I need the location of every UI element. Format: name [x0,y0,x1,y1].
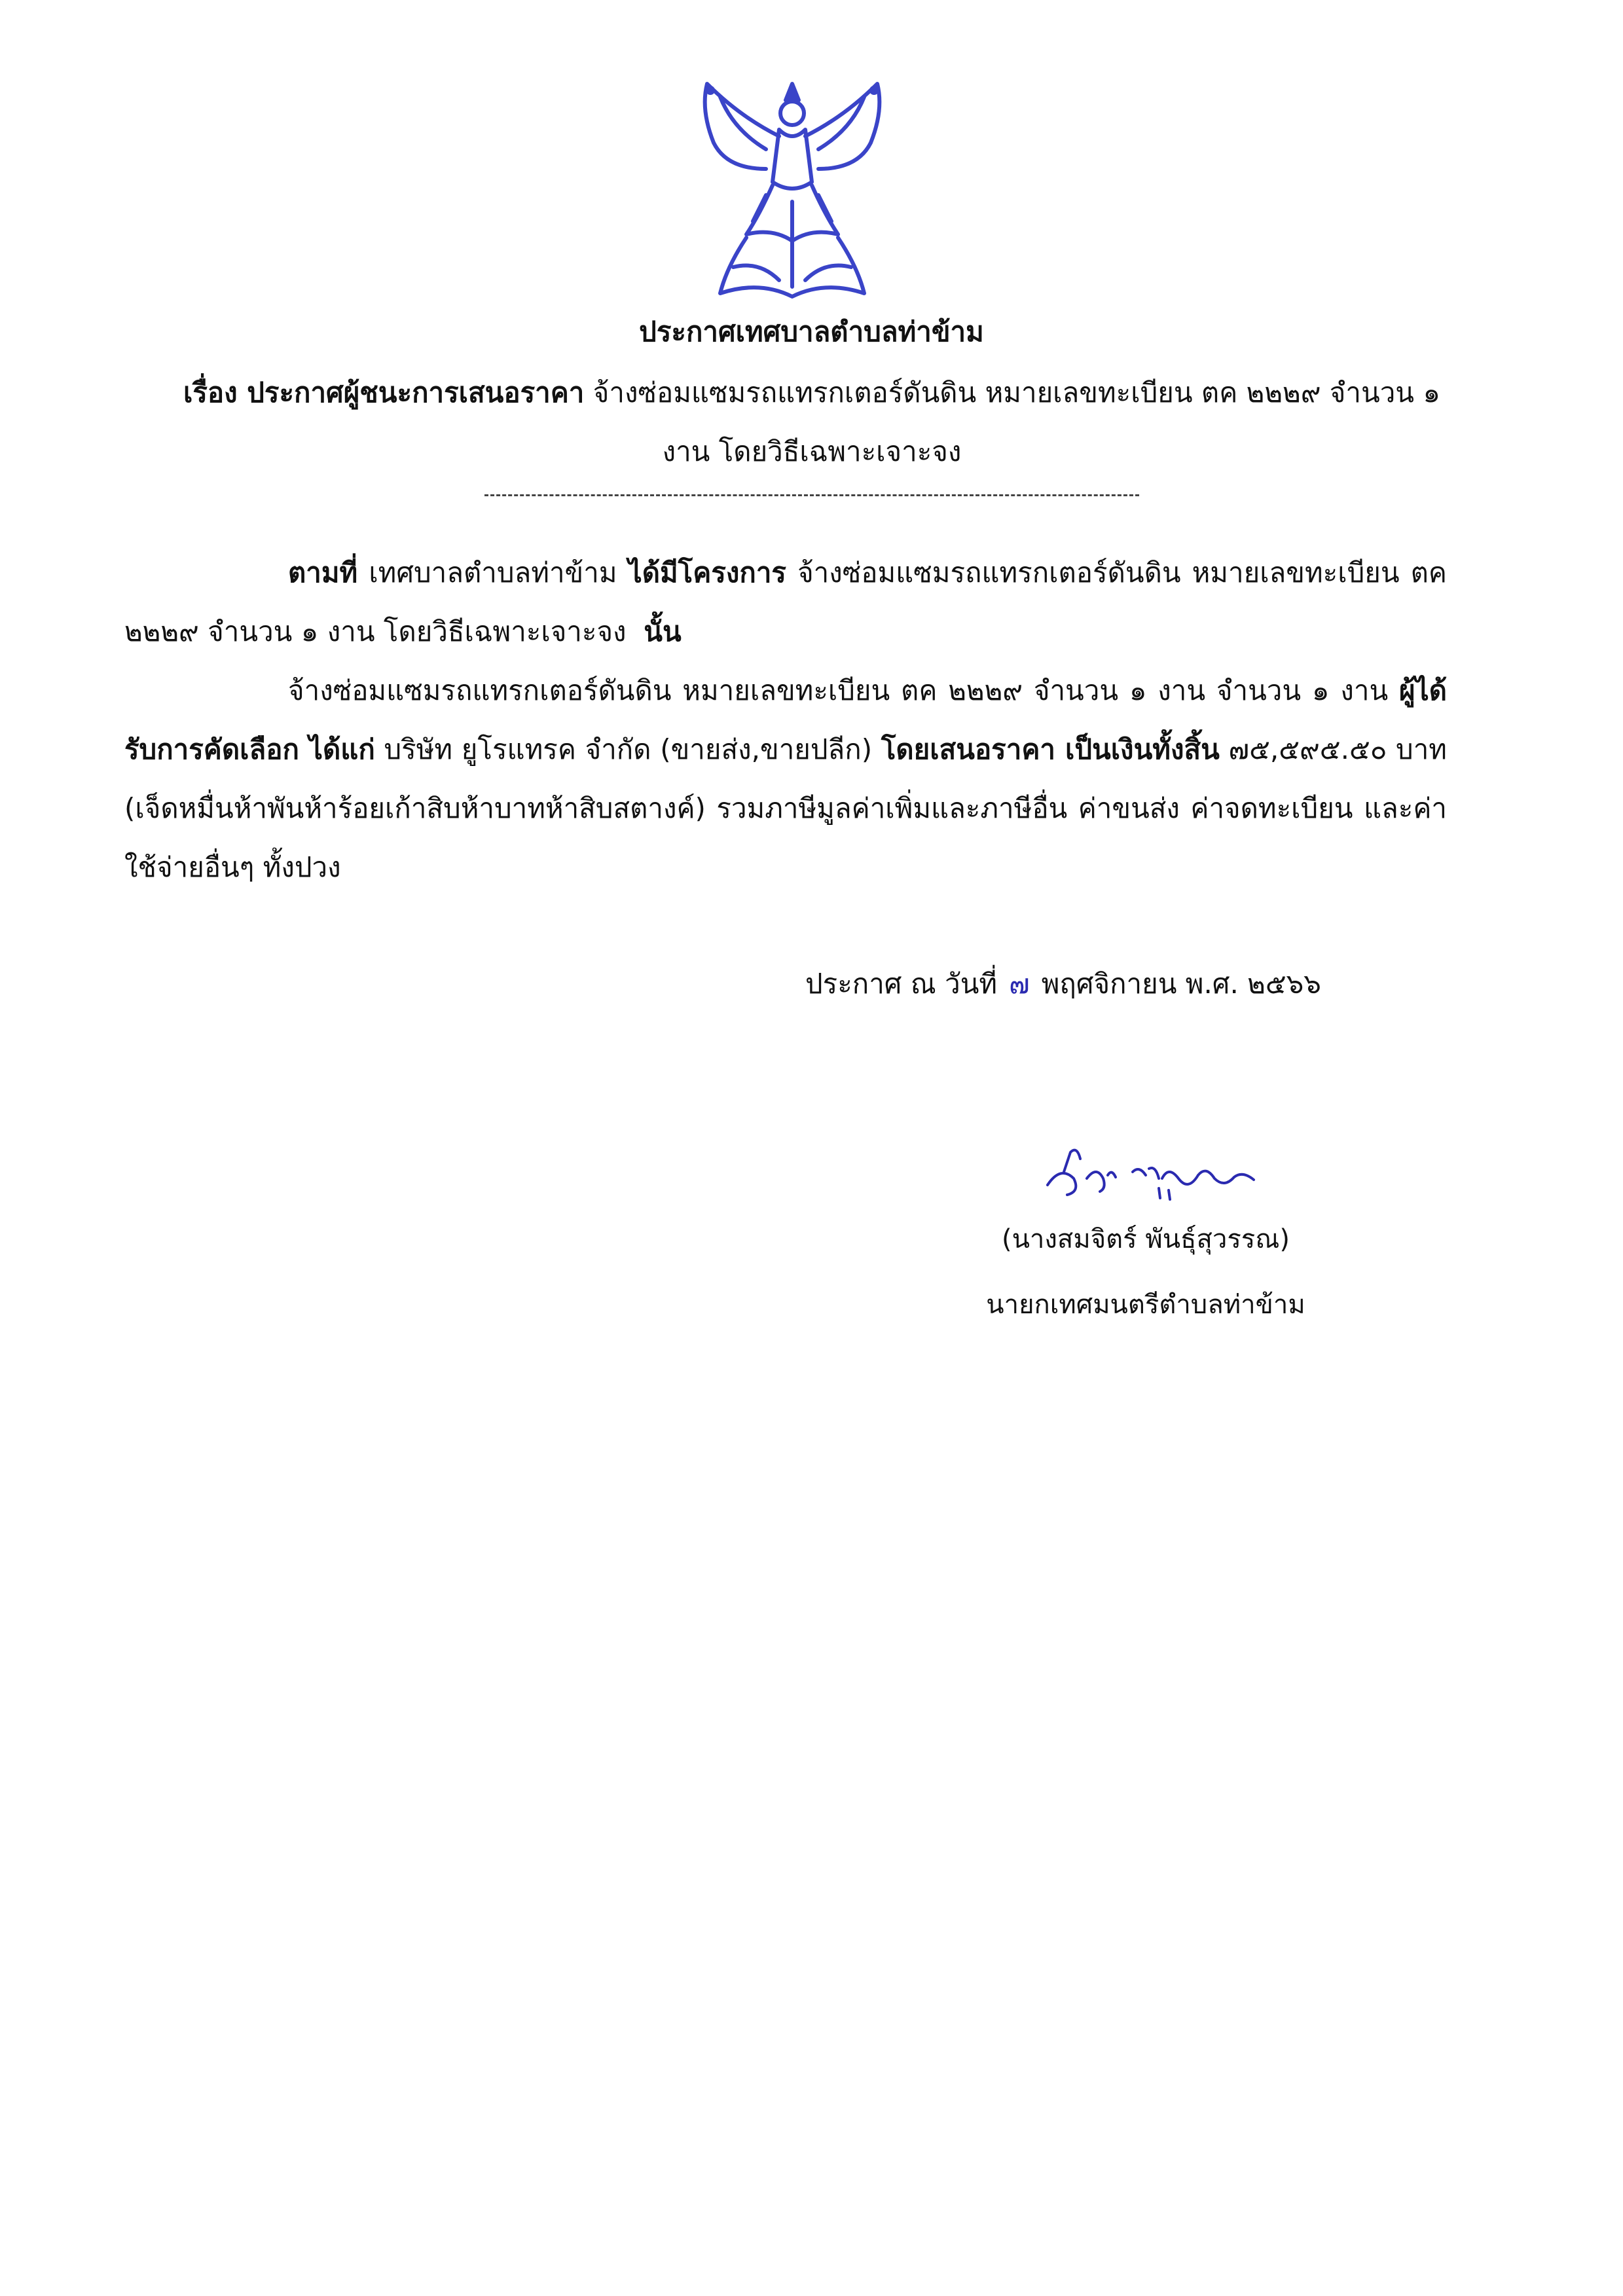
p2-price-label: โดยเสนอราคา เป็นเงินทั้งสิ้น [881,733,1220,765]
p1-project: จ้างซ่อมแซมรถแทรกเตอร์ดันดิน หมายเลขทะเบียน ตค ๒๒๒๙ จำนวน ๑ งาน โดยวิธีเฉพาะเจาะจง [124,556,1448,647]
p2-terms: รวมภาษีมูลค่าเพิ่มและภาษีอื่น ค่าขนส่ง ค่าจดทะเบียน และค่าใช้จ่ายอื่นๆ ทั้งปวง [124,792,1447,883]
announce-prefix: ประกาศ ณ วันที่ [805,968,998,1000]
paragraph-2 [124,661,1447,897]
document-subject [164,363,1460,481]
signer-name: (นางสมจิตร์ พันธุ์สุวรรณ) [1001,1224,1290,1254]
paragraph-1 [124,543,1447,661]
p1-end: นั้น [644,615,682,647]
subject-text: จ้างซ่อมแซมรถแทรกเตอร์ดันดิน หมายเลขทะเบียน ตค ๒๒๒๙ จำนวน ๑ งาน โดยวิธีเฉพาะเจาะจง [593,376,1441,467]
subject-label: เรื่อง ประกาศผู้ชนะการเสนอราคา [183,376,585,409]
announce-date [805,962,1321,1006]
dashed-divider [484,494,1139,496]
p1-lead: ตามที่ [288,556,358,589]
announce-month-year: พฤศจิกายน พ.ศ. ๒๕๖๖ [1041,968,1321,1000]
signer-position: นายกเทศมนตรีตำบลท่าข้าม [986,1290,1305,1320]
document-title: ประกาศเทศบาลตำบลท่าข้าม [639,316,984,348]
p2-winner: บริษัท ยูโรแทรค จำกัด (ขายส่ง,ขายปลีก) [384,733,873,765]
garuda-emblem-icon [681,71,903,306]
handwritten-signature-icon [1034,1139,1270,1218]
p2-winner-label: ผู้ได้รับการคัดเลือก ได้แก่ [124,674,1447,765]
p2-price: ๗๕,๕๙๕.๕๐ บาท (เจ็ดหมื่นห้าพันห้าร้อยเก้าสิบห้าบาทห้าสิบสตางค์) [124,733,1447,824]
p1-mid: ได้มีโครงการ [628,556,786,589]
p2-project: จ้างซ่อมแซมรถแทรกเตอร์ดันดิน หมายเลขทะเบียน ตค ๒๒๒๙ จำนวน ๑ งาน จำนวน ๑ งาน [288,674,1389,706]
p1-agency: เทศบาลตำบลท่าข้าม [369,556,617,589]
announce-day: ๗ [1009,968,1030,1000]
